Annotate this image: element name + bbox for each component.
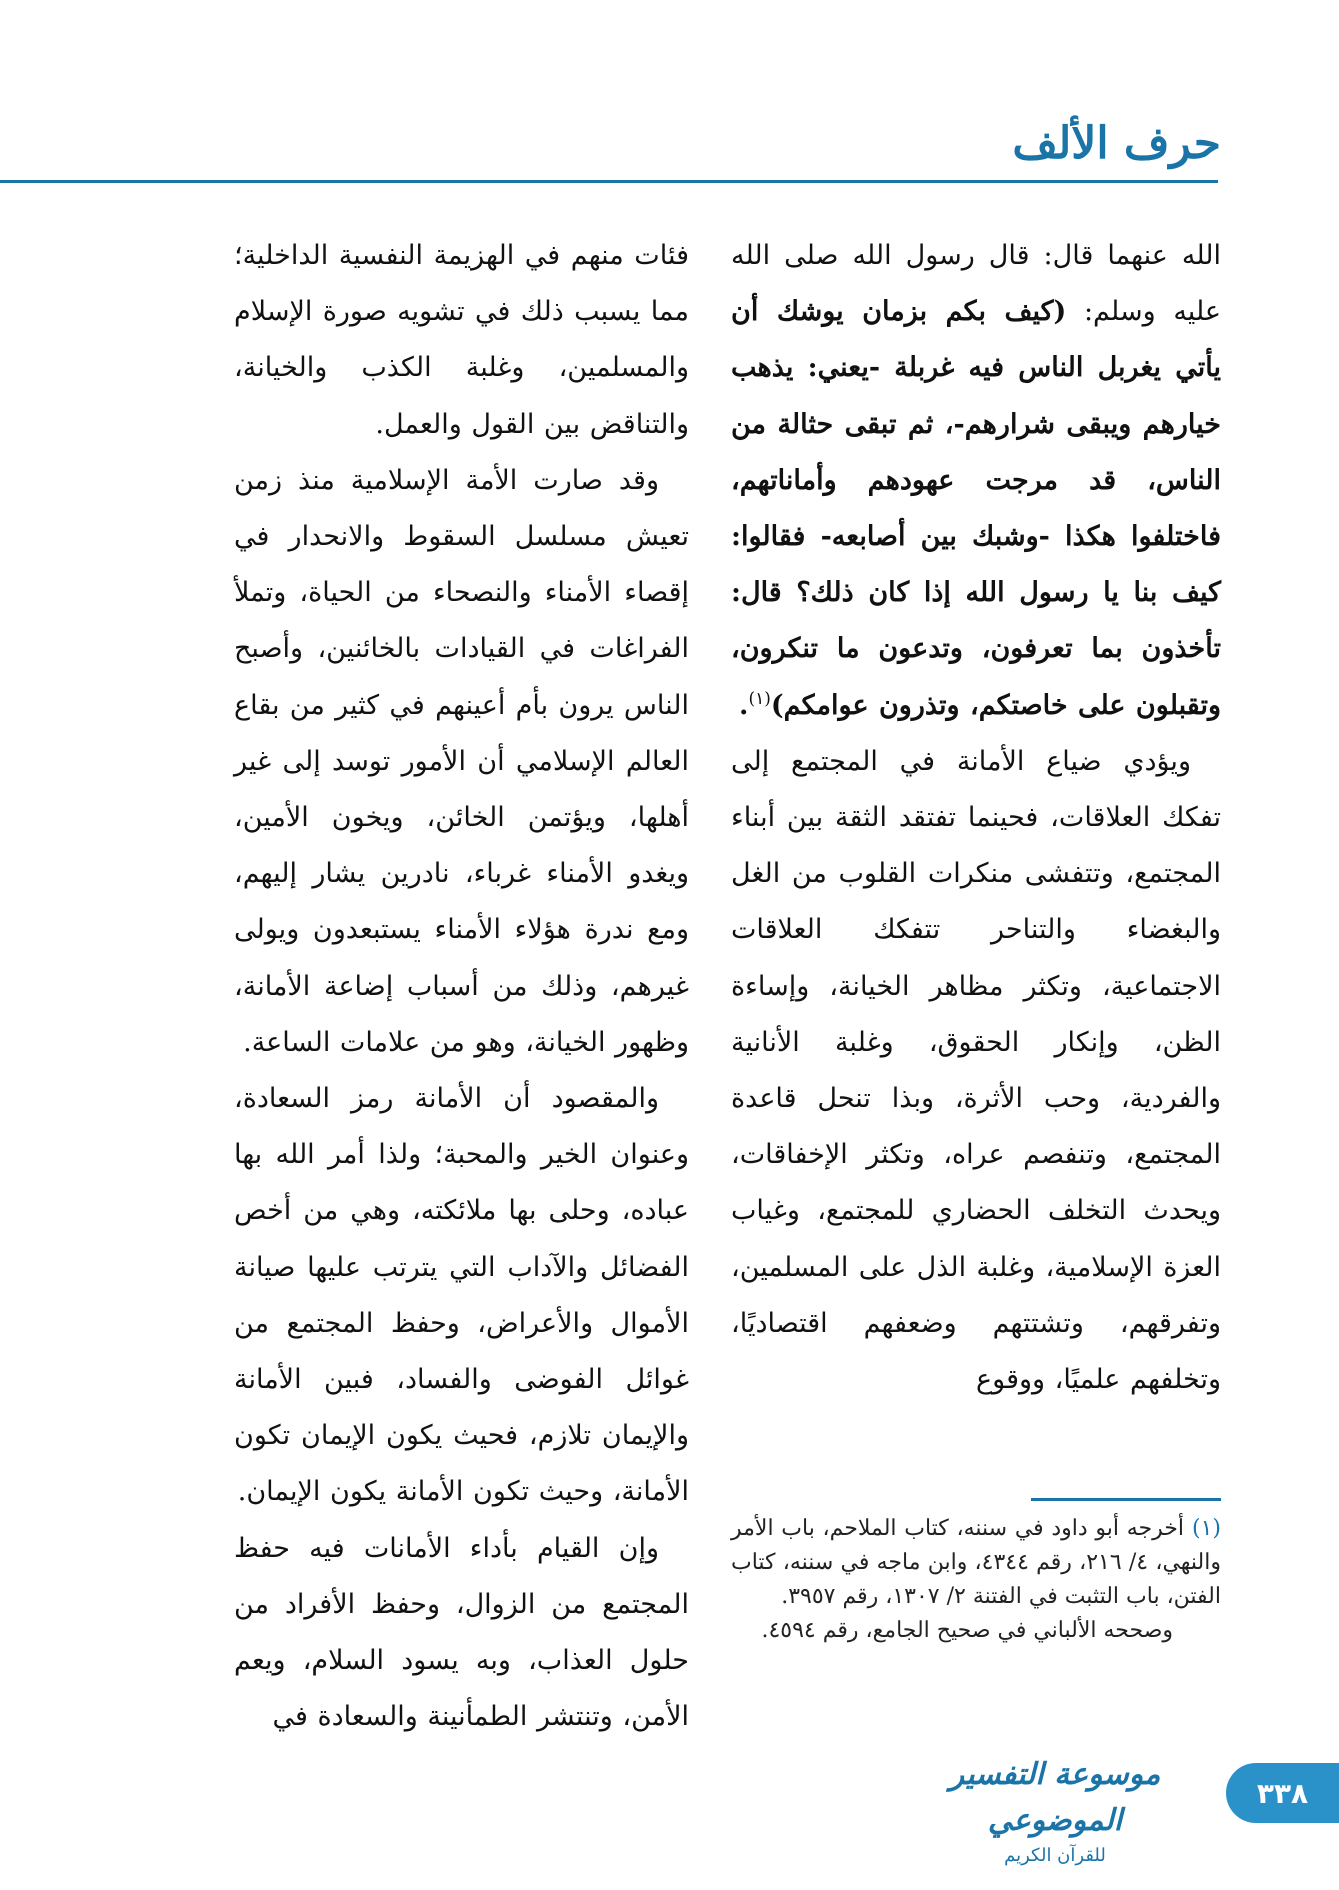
hadith-intro: الله عنهما قال: قال رسول الله صلى الله عليه وسلم: [731,240,1221,328]
footnotes [731,1512,1221,1648]
left-paragraph-1: فئات منهم في الهزيمة النفسية الداخلية؛ مما يسبب ذلك في تشويه صورة الإسلام والمسلمين، وغلبة الكذب والخيانة، والتناقض بين القول والعمل. [234,240,689,440]
left-paragraph-3: والمقصود أن الأمانة رمز السعادة، وعنوان الخير والمحبة؛ ولذا أمر الله بها عباده، وحلى بها ملائكته، وهي من أخص الفضائل والآداب التي يترتب عليها صيانة الأموال والأعراض، وحفظ المجتمع من غوائل الفوضى والفساد، فبين الأمانة والإيمان تلازم، فحيث يكون الإيمان تكون الأمانة، وحيث تكون الأمانة يكون الإيمان. [234,1083,689,1508]
encyclopedia-logo [930,1752,1180,1866]
left-column [234,228,689,1745]
logo-title: موسوعة التفسير الموضوعي [949,1757,1161,1838]
left-paragraph-4: وإن القيام بأداء الأمانات فيه حفظ المجتمع من الزوال، وحفظ الأفراد من حلول العذاب، وبه يسود السلام، ويعم الأمن، وتنتشر الطمأنينة والسعادة في [234,1532,689,1733]
right-paragraph-1 [731,228,1221,734]
footnote-1-continuation: وصححه الألباني في صحيح الجامع، رقم ٤٥٩٤. [761,1618,1173,1643]
footnote-number: (١) [1191,1516,1221,1541]
header-divider [0,180,1218,183]
hadith-end: . [739,689,749,721]
chapter-title: حرف الألف [1012,118,1221,169]
page-number-badge: ٣٣٨ [1226,1763,1339,1823]
footnote-1 [731,1512,1221,1614]
logo-subtitle: للقرآن الكريم [1004,1845,1106,1866]
footnote-text: أخرجه أبو داود في سننه، كتاب الملاحم، باب الأمر والنهي، ٤/ ٢١٦، رقم ٤٣٤٤، وابن ماجه في سننه، كتاب الفتن، باب التثبت في الفتنة ٢/ ١٣٠٧، رقم ٣٩٥٧. [731,1516,1221,1609]
footnote-ref[interactable]: (١) [748,688,771,709]
hadith-text: (كيف بكم بزمان يوشك أن يأتي يغربل الناس فيه غربلة -يعني: يذهب خيارهم ويبقى شرارهم-، ثم تبقى حثالة من الناس، قد مرجت عهودهم وأماناتهم، فاختلفوا هكذا -وشبك بين أصابعه- فقالوا: كيف بنا يا رسول الله إذا كان ذلك؟ قال: تأخذون بما تعرفون، وتدعون ما تنكرون، وتقبلون على خاصتكم، وتذرون عوامكم) [731,296,1221,721]
left-paragraph-2: وقد صارت الأمة الإسلامية منذ زمن تعيش مسلسل السقوط والانحدار في إقصاء الأمناء والنصحاء من الحياة، وتملأ الفراغات في القيادات بالخائنين، وأصبح الناس يرون بأم أعينهم في كثير من بقاع العالم الإسلامي أن الأمور توسد إلى غير أهلها، ويؤتمن الخائن، ويخون الأمين، ويغدو الأمناء غرباء، نادرين يشار إليهم، ومع ندرة هؤلاء الأمناء يستبعدون ويولى غيرهم، وذلك من أسباب إضاعة الأمانة، وظهور الخيانة، وهو من علامات الساعة. [234,464,689,1058]
right-paragraph-2: ويؤدي ضياع الأمانة في المجتمع إلى تفكك العلاقات، فحينما تفتقد الثقة بين أبناء المجتمع، وتتفشى منكرات القلوب من الغل والبغضاء والتناحر تتفكك العلاقات الاجتماعية، وتكثر مظاهر الخيانة، وإساءة الظن، وإنكار الحقوق، وغلبة الأنانية والفردية، وحب الأثرة، وبذا تنحل قاعدة المجتمع، وتنفصم عراه، وتكثر الإخفاقات، ويحدث التخلف الحضاري للمجتمع، وغياب العزة الإسلامية، وغلبة الذل على المسلمين، وتفرقهم، وتشتتهم وضعفهم اقتصاديًا، وتخلفهم علميًا، ووقوع [731,745,1221,1396]
right-column [731,228,1221,1408]
footnote-divider [1031,1498,1221,1501]
